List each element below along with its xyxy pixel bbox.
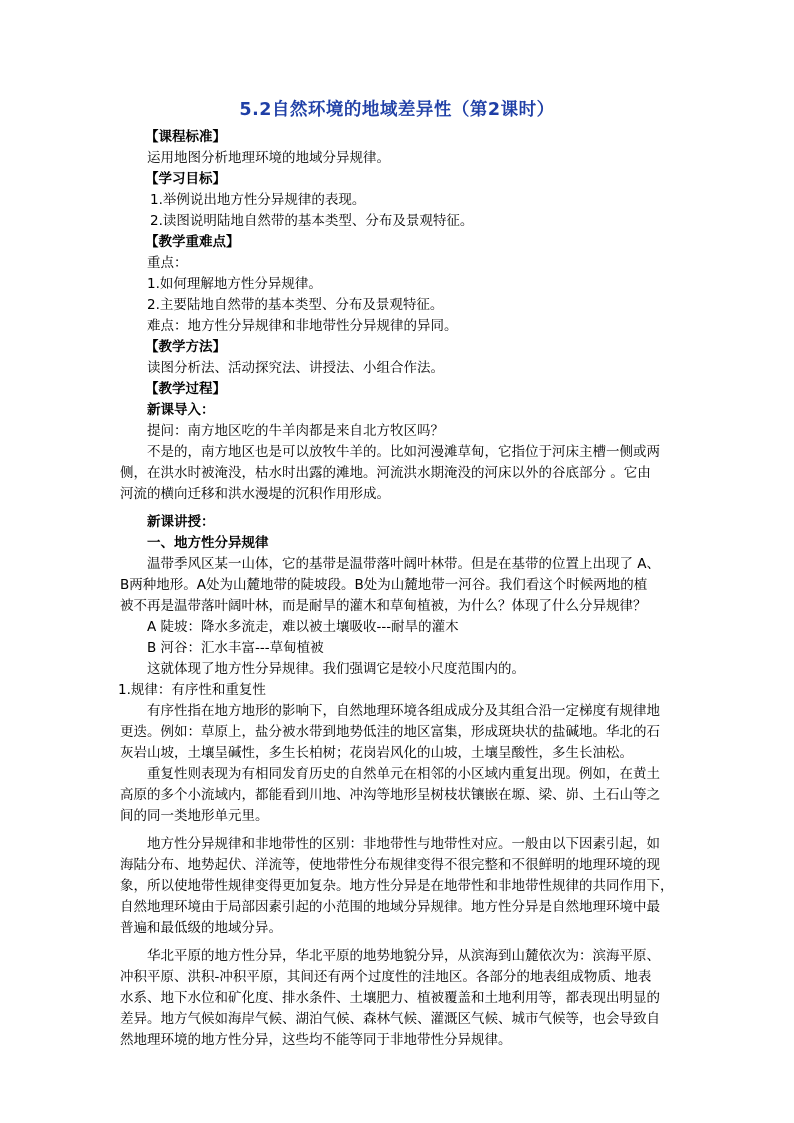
text-line: B 河谷：汇水丰富---草甸植被 xyxy=(147,640,324,656)
paragraph-line: 有序性指在地方地形的影响下，自然地理环境各组成成分及其组合沿一定梯度有规律地 xyxy=(147,703,660,719)
text-line: 重点： xyxy=(147,255,188,271)
heading-key-points: 【教学重难点】 xyxy=(145,234,240,250)
paragraph-line: 被不再是温带落叶阔叶林，而是耐旱的灌木和草甸植被，为什么？体现了什么分异规律？ xyxy=(120,598,647,614)
list-item: 1.如何理解地方性分异规律。 xyxy=(147,276,322,292)
subheading-lecture: 新课讲授： xyxy=(147,514,215,530)
paragraph-line: 不是的，南方地区也是可以放牧牛羊的。比如河漫滩草甸，它指位于河床主槽一侧或两 xyxy=(147,444,660,460)
paragraph-line: 地方性分异规律和非地带性的区别：非地带性与地带性对应。一般由以下因素引起，如 xyxy=(147,836,660,852)
paragraph-line: 普遍和最低级的地域分异。 xyxy=(120,920,282,936)
paragraph-line: 水系、地下水位和矿化度、排水条件、土壤肥力、植被覆盖和土地利用等，都表现出明显的 xyxy=(120,990,660,1006)
paragraph-line: 更迭。例如：草原上，盐分被水带到地势低洼的地区富集，形成斑块状的盐碱地。华北的石 xyxy=(120,724,660,740)
text-line: 运用地图分析地理环境的地域分异规律。 xyxy=(147,150,390,166)
paragraph-line: 温带季风区某一山体，它的基带是温带落叶阔叶林带。但是在基带的位置上出现了 A、 xyxy=(147,556,661,572)
paragraph-line: 侧，在洪水时被淹没，枯水时出露的滩地。河流洪水期淹没的河床以外的谷底部分 。它由 xyxy=(120,465,651,481)
paragraph-line: 自然地理环境由于局部因素引起的小范围的地域分异规律。地方性分异是自然地理环境中最 xyxy=(120,899,660,915)
section-heading-local-differentiation: 一、地方性分异规律 xyxy=(147,535,269,551)
paragraph-line: 高原的多个小流域内，都能看到川地、冲沟等地形呈树枝状镶嵌在塬、梁、峁、土石山等之 xyxy=(120,787,660,803)
text-line: 这就体现了地方性分异规律。我们强调它是较小尺度范围内的。 xyxy=(147,661,525,677)
paragraph-line: 差异。地方气候如海岸气候、湖泊气候、森林气候、灌溉区气候、城市气候等，也会导致自 xyxy=(120,1011,660,1027)
paragraph-line: 冲积平原、洪积-冲积平原，其间还有两个过度性的洼地区。各部分的地表组成物质、地表 xyxy=(120,969,652,985)
heading-teaching-process: 【教学过程】 xyxy=(145,381,226,397)
paragraph-line: 河流的横向迁移和洪水漫堤的沉积作用形成。 xyxy=(120,486,390,502)
paragraph-line: 然地理环境的地方性分异，这些均不能等同于非地带性分异规律。 xyxy=(120,1032,512,1048)
paragraph-line: 重复性则表现为有相同发育历史的自然单元在相邻的小区域内重复出现。例如，在黄土 xyxy=(147,766,660,782)
subsection-heading: 1.规律：有序性和重复性 xyxy=(118,682,266,698)
paragraph-line: 间的同一类地形单元里。 xyxy=(120,808,269,824)
text-line: 难点：地方性分异规律和非地带性分异规律的异同。 xyxy=(147,318,458,334)
paragraph-line: 象，所以使地带性规律变得更加复杂。地方性分异是在地带性和非地带性规律的共同作用下， xyxy=(120,878,674,894)
paragraph-line: 海陆分布、地势起伏、洋流等，使地带性分布规律变得不很完整和不很鲜明的地理环境的现 xyxy=(120,857,660,873)
text-line: 读图分析法、活动探究法、讲授法、小组合作法。 xyxy=(147,360,444,376)
paragraph-line: B两种地形。A处为山麓地带的陡坡段。B处为山麓地带一河谷。我们看这个时候两地的植 xyxy=(120,577,648,593)
list-item: 2.读图说明陆地自然带的基本类型、分布及景观特征。 xyxy=(150,213,474,229)
paragraph-line: 灰岩山坡，土壤呈碱性，多生长柏树；花岗岩风化的山坡，土壤呈酸性，多生长油松。 xyxy=(120,745,633,761)
paragraph-line: 华北平原的地方性分异，华北平原的地势地貌分异，从滨海到山麓依次为：滨海平原、 xyxy=(147,948,660,964)
document-title: 5.2自然环境的地域差异性（第2课时） xyxy=(239,100,555,120)
text-line: 提问：南方地区吃的牛羊肉都是来自北方牧区吗？ xyxy=(147,423,444,439)
heading-teaching-methods: 【教学方法】 xyxy=(145,339,226,355)
list-item: 1.举例说出地方性分异规律的表现。 xyxy=(150,192,366,208)
subheading-intro: 新课导入： xyxy=(147,402,215,418)
list-item: 2.主要陆地自然带的基本类型、分布及景观特征。 xyxy=(147,297,444,313)
heading-learning-goals: 【学习目标】 xyxy=(145,171,226,187)
text-line: A 陡坡：降水多流走，难以被土壤吸收---耐旱的灌木 xyxy=(147,619,459,635)
heading-course-standard: 【课程标准】 xyxy=(145,129,226,145)
